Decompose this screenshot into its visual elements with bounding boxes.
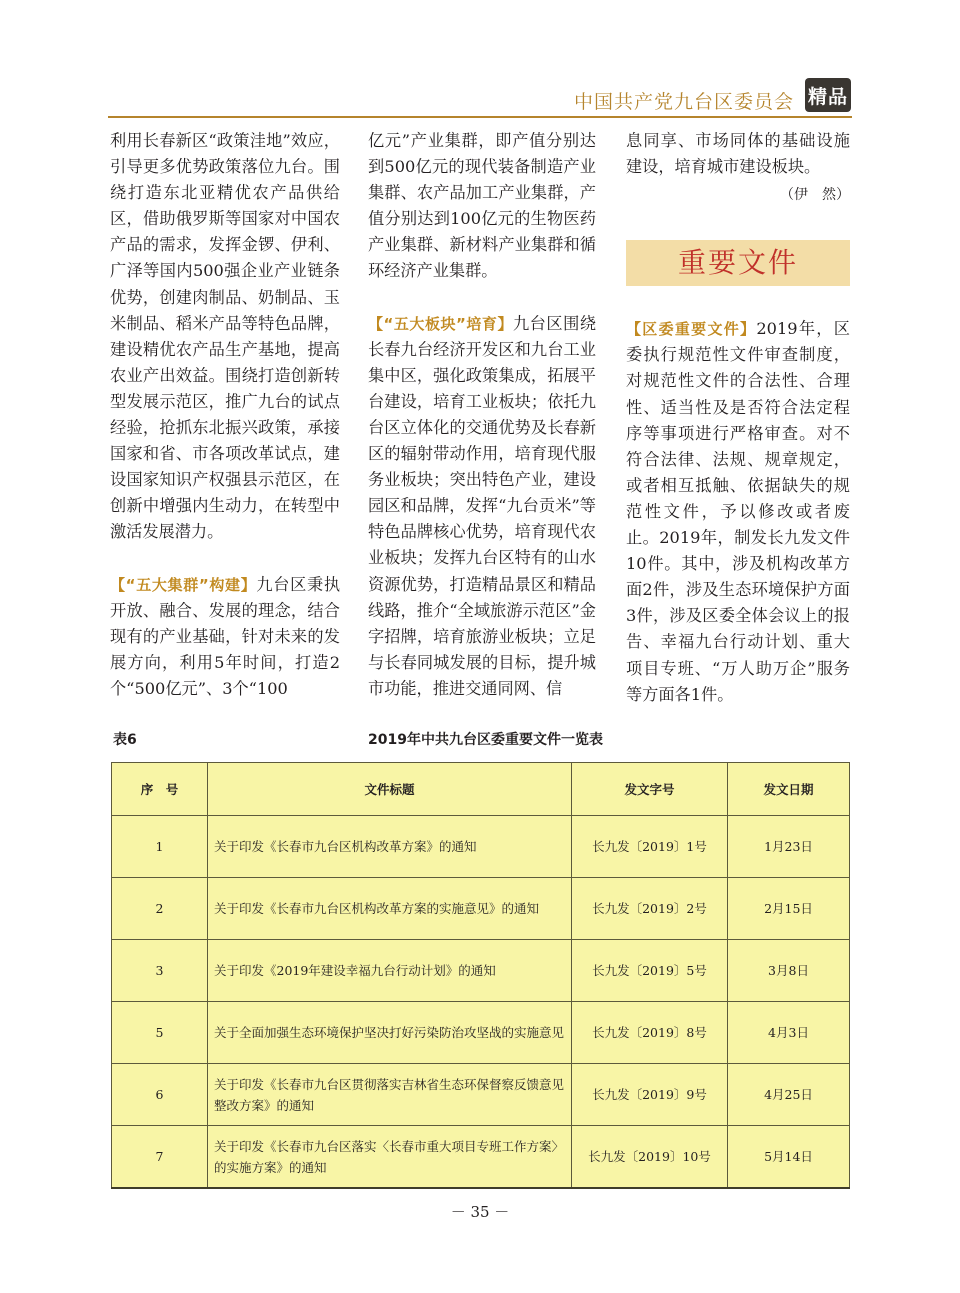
- paragraph: [110, 572, 340, 702]
- header-cell-date: 发文日期: [728, 763, 850, 816]
- header-rule: [108, 116, 852, 118]
- text-column-2: [368, 128, 596, 702]
- table-header-row: [112, 763, 850, 816]
- cell-no: 3: [112, 940, 208, 1002]
- cell-date: 3月8日: [728, 940, 850, 1002]
- page-header-title: 中国共产党九台区委员会: [573, 91, 794, 113]
- author-byline: （伊 然）: [780, 187, 850, 204]
- paragraph-text: 九台区秉执开放、融合、发展的理念，结合现有的产业基础，针对未来的发展方向，利用5年时间，打造2个“500亿元”、3个“100: [110, 574, 341, 698]
- cell-title: 关于印发《长春市九台区机构改革方案》的通知: [208, 816, 572, 878]
- table-row: [112, 1064, 850, 1126]
- header-cell-no: 序 号: [112, 763, 208, 816]
- text-column-1: [110, 128, 340, 702]
- header-badge-logo: 精品: [805, 78, 851, 112]
- table-row: [112, 878, 850, 940]
- cell-no: 1: [112, 816, 208, 878]
- section-keyword: 【“五大集群”构建】: [110, 575, 257, 594]
- paragraph: [368, 311, 596, 702]
- cell-title: 关于印发《2019年建设幸福九台行动计划》的通知: [208, 940, 572, 1002]
- paragraph: 亿元”产业集群，即产值分别达到500亿元的现代装备制造产业集群、农产品加工产业集群，产值分别达到100亿元的生物医药产业集群、新材料产业集群和循环经济产业集群。: [368, 131, 596, 281]
- table-row: [112, 1126, 850, 1189]
- cell-doc-no: 长九发〔2019〕2号: [572, 878, 728, 940]
- page-number: － 35 －: [450, 1203, 510, 1221]
- cell-title: 关于印发《长春市九台区机构改革方案的实施意见》的通知: [208, 878, 572, 940]
- cell-title: 关于印发《长春市九台区贯彻落实吉林省生态环保督察反馈意见整改方案》的通知: [208, 1064, 572, 1126]
- table-title: 2019年中共九台区委重要文件一览表: [368, 732, 603, 748]
- section-keyword: 【区委重要文件】: [626, 320, 757, 339]
- cell-no: 5: [112, 1002, 208, 1064]
- section-keyword: 【“五大板块”培育】: [368, 314, 513, 333]
- cell-no: 7: [112, 1126, 208, 1189]
- cell-date: 2月15日: [728, 878, 850, 940]
- cell-date: 4月25日: [728, 1064, 850, 1126]
- cell-title: 关于全面加强生态环境保护坚决打好污染防治攻坚战的实施意见: [208, 1002, 572, 1064]
- cell-doc-no: 长九发〔2019〕10号: [572, 1126, 728, 1189]
- cell-title: 关于印发《长春市九台区落实〈长春市重大项目专班工作方案〉的实施方案》的通知: [208, 1126, 572, 1189]
- documents-table: [111, 762, 850, 1189]
- table-row: [112, 940, 850, 1002]
- cell-doc-no: 长九发〔2019〕9号: [572, 1064, 728, 1126]
- table-label: 表6: [113, 732, 137, 748]
- cell-doc-no: 长九发〔2019〕1号: [572, 816, 728, 878]
- header-cell-doc-no: 发文字号: [572, 763, 728, 816]
- paragraph: 息同享、市场同体的基础设施建设，培育城市建设板块。: [626, 131, 850, 177]
- cell-date: 1月23日: [728, 816, 850, 878]
- paragraph: [626, 316, 850, 707]
- paragraph-text: 2019年，区委执行规范性文件审查制度，对规范性文件的合法性、合理性、适当性及是否符合法定程序等事项进行严格审查。对不符合法律、法规、规章规定，或者相互抵触、依据缺失的规范性文件，予以修改或者废止。2019年，制发长九发文件10件。其中，涉及机构改革方面2件，涉及生态环境保护方面3件，涉及区委全体会议上的报告、幸福九台行动计划、重大项目专班、“万人助万企”服务等方面各1件。: [626, 319, 850, 704]
- cell-no: 6: [112, 1064, 208, 1126]
- header-cell-title: 文件标题: [208, 763, 572, 816]
- table-row: [112, 1002, 850, 1064]
- cell-doc-no: 长九发〔2019〕8号: [572, 1002, 728, 1064]
- text-column-3: [626, 128, 850, 708]
- cell-no: 2: [112, 878, 208, 940]
- paragraph-text: 九台区围绕长春九台经济开发区和九台工业集中区，强化政策集成，拓展平台建设，培育工业板块；依托九台区立体化的交通优势及长春新区的辐射带动作用，培育现代服务业板块；突出特色产业，建设园区和品牌，发挥“九台贡米”等特色品牌核心优势，培育现代农业板块；发挥九台区特有的山水资源优势，打造精品景区和精品线路，推介“全域旅游示范区”金字招牌，培育旅游业板块；立足与长春同城发展的目标，提升城市功能，推进交通同网、信: [368, 313, 597, 698]
- cell-date: 4月3日: [728, 1002, 850, 1064]
- table-row: [112, 816, 850, 878]
- cell-doc-no: 长九发〔2019〕5号: [572, 940, 728, 1002]
- paragraph: 利用长春新区“政策洼地”效应，引导更多优势政策落位九台。围绕打造东北亚精优农产品供给区，借助俄罗斯等国家对中国农产品的需求，发挥金锣、伊利、广泽等国内500强企业产业链条优势，创建肉制品、奶制品、玉米制品、稻米产品等特色品牌，建设精优农产品生产基地，提高农业产出效益。围绕打造创新转型发展示范区，推广九台的试点经验，抢抓东北振兴政策，承接国家和省、市各项改革试点，建设国家知识产权强县示范区，在创新中增强内生动力，在转型中激活发展潜力。: [110, 131, 340, 542]
- section-title: 重要文件: [626, 240, 850, 286]
- cell-date: 5月14日: [728, 1126, 850, 1189]
